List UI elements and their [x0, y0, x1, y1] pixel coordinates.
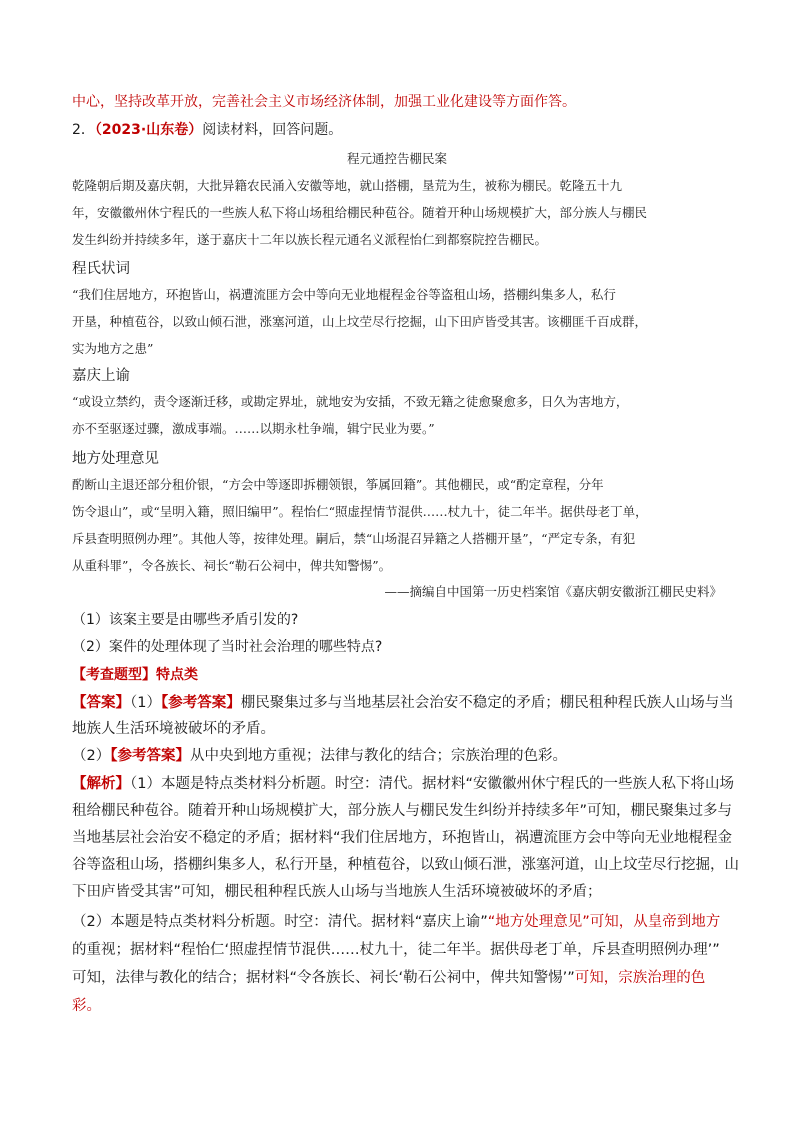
reference-answer-label: 【参考答案】 [160, 695, 241, 711]
question-header [72, 120, 722, 140]
material-intro-line: 乾隆朝后期及嘉庆朝，大批异籍农民涌入安徽等地，就山搭棚，垦荒为生，被称为棚民。乾隆五十九 [72, 178, 623, 193]
analysis-text-highlight: 可知，宗族治理的色 [574, 970, 706, 986]
continued-answer-line [72, 92, 722, 112]
answer-label: 【答案】 [72, 695, 130, 711]
question-source: （2023·山东卷） [94, 122, 203, 138]
analysis-line: 的重视；据材料“程怡仁‘照虚捏情节混供……杖九十，徒二年半。据供母老丁单，斥县查明照例办理’” [72, 942, 720, 958]
material-intro-line: 发生纠纷并持续多年，遂于嘉庆十二年以族长程元通名义派程怡仁到都察院控告棚民。 [72, 232, 548, 247]
material-intro-line: 年，安徽徽州休宁程氏的一些族人私下将山场租给棚民种苞谷。随着开种山场规模扩大，部分族人与棚民 [72, 205, 648, 220]
section-text-line: “或设立禁约，责令逐渐迁移，或勘定界址，就地安为安插，不致无籍之徒愈聚愈多，日久为害地方， [72, 394, 629, 409]
analysis-line [72, 911, 722, 933]
reference-answer-label: 【参考答案】 [110, 748, 190, 764]
section-text-line: 亦不至驱逐过骤，激成事端。……以期永杜争端，辑宁民业为要。” [72, 421, 435, 436]
sub-question: （2）案件的处理体现了当时社会治理的哪些特点? [72, 639, 383, 655]
analysis-line: 租给棚民种苞谷。随着开种山场规模扩大，部分族人与棚民发生纠纷并持续多年”可知，棚民聚集过多与 [72, 803, 733, 819]
material-citation: ——摘编自中国第一历史档案馆《嘉庆朝安徽浙江棚民史料》 [384, 584, 722, 599]
section-text-line: “我们住居地方，环抱皆山，祸遭流匪方会中等向无业地棍程金谷等盗租山场，搭棚纠集多人，私行 [72, 287, 616, 302]
section-text-line: 开垦，种植苞谷，以致山倾石泄，涨塞河道，山上坟茔尽行挖掘，山下田庐皆受其害。该棚匪千百成群， [72, 314, 648, 329]
section-heading: 地方处理意见 [72, 451, 159, 467]
analysis-line: 彩。 [72, 998, 101, 1014]
analysis-text: 可知，法律与教化的结合；据材料“令各族长、祠长‘勒石公祠中，俾共知警惕’” [72, 970, 575, 986]
section-text-line: 实为地方之患” [72, 341, 154, 356]
section-heading: 嘉庆上谕 [72, 368, 130, 384]
analysis-line: 下田庐皆受其害”可知，棚民租种程氏族人山场与当地族人生活环境被破坏的矛盾； [72, 884, 602, 900]
answer-line: 地族人生活环境被破坏的矛盾。 [72, 721, 275, 737]
answer-line [72, 745, 722, 767]
analysis-label: 【解析】 [72, 776, 130, 792]
section-heading: 程氏状词 [72, 261, 130, 277]
analysis-line: 谷等盗租山场，搭棚纠集多人，私行开垦，种植苞谷，以致山倾石泄，涨塞河道，山上坟茔尽行挖掘，山 [72, 857, 739, 873]
analysis-line: 当地基层社会治安不稳定的矛盾；据材料“我们住居地方，环抱皆山，祸遭流匪方会中等向无业地棍程金 [72, 830, 733, 846]
analysis-text: （2）本题是特点类材料分析题。时空：清代。据材料“嘉庆上谕” [72, 914, 488, 930]
material-title: 程元通控告棚民案 [346, 151, 447, 166]
answer-text: 从中央到地方重视；法律与教化的结合；宗族治理的色彩。 [189, 748, 567, 764]
analysis-line [72, 773, 734, 795]
analysis-text-highlight: “地方处理意见”可知，从皇帝到地方 [487, 914, 721, 930]
answer-text: 棚民聚集过多与当地基层社会治安不稳定的矛盾；棚民租种程氏族人山场与当 [240, 695, 734, 711]
section-text-line: 酌断山主退还部分租价银，“方会中等逐即拆棚领银，筝属回籍”。其他棚民，或“酌定章程，分年 [72, 477, 604, 492]
question-prompt: 阅读材料，回答问题。 [202, 122, 343, 138]
question-type-label: 【考查题型】特点类 [72, 667, 198, 683]
section-text-line: 斥县查明照例办理”。其他人等，按律处理。嗣后，禁“山场混召异籍之人搭棚开垦”，“严定专条，有犯 [72, 531, 636, 546]
answer-part-number: （1） [130, 695, 161, 711]
section-text-line: 饬令退山”，或“呈明入籍，照旧编甲”。程怡仁“照虚捏情节混供……杖九十，徒二年半。据供母老丁单， [72, 504, 648, 519]
section-text-line: 从重科罪”，令各族长、祠长“勒石公祠中，俾共知警惕”。 [72, 558, 392, 573]
question-number: 2． [72, 122, 95, 138]
answer-part-number: （2） [72, 748, 111, 764]
analysis-line [72, 967, 722, 989]
sub-question: （1）该案主要是由哪些矛盾引发的? [72, 612, 299, 628]
answer-line [72, 692, 734, 714]
analysis-text: （1）本题是特点类材料分析题。时空：清代。据材料“安徽徽州休宁程氏的一些族人私下将山场 [130, 776, 734, 792]
continued-answer-text: 中心，坚持改革开放，完善社会主义市场经济体制，加强工业化建设等方面作答。 [72, 94, 576, 110]
